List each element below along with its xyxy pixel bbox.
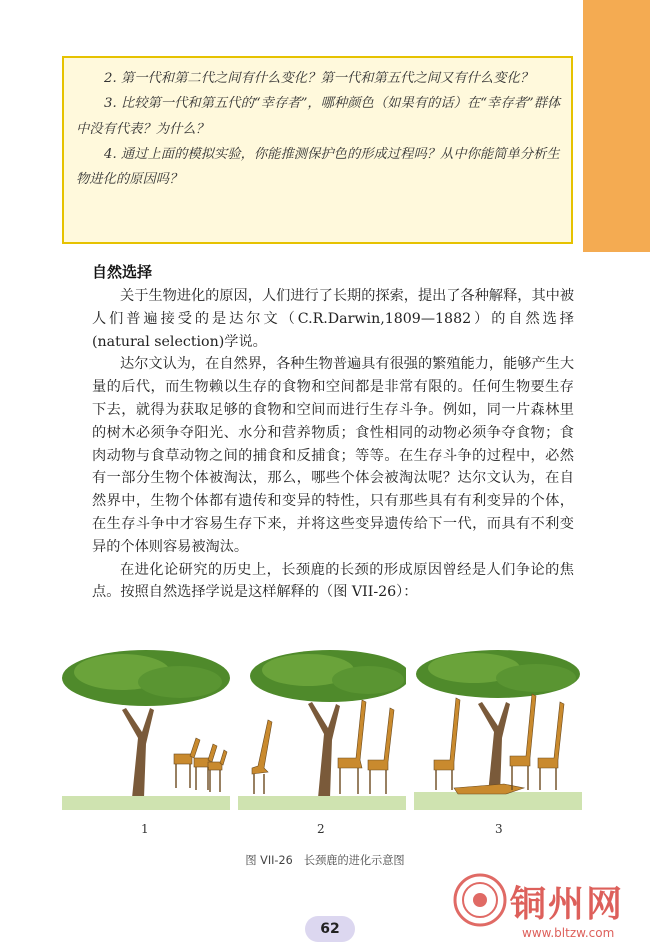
figure-panel-2 (238, 648, 406, 810)
panel-2-illustration (238, 648, 406, 810)
watermark-url: www.bltzw.com (522, 926, 615, 940)
panel-number-2: 2 (317, 822, 325, 836)
page-number: 62 (305, 916, 355, 942)
section-body (92, 285, 574, 604)
paragraph-3: 在进化论研究的历史上，长颈鹿的长颈的形成原因曾经是人们争论的焦点。按照自然选择学说是这样解释的（图 VII-26）： (92, 561, 574, 601)
section-title: 自然选择 (92, 263, 153, 281)
question-4: 4. 通过上面的模拟实验，你能推测保护色的形成过程吗？从中你能简单分析生物进化的原因吗？ (76, 146, 560, 188)
watermark-name: 铜州网 (510, 884, 625, 925)
giraffe-evolution-figure (62, 648, 582, 810)
figure-caption: 图 VII-26 长颈鹿的进化示意图 (245, 854, 405, 867)
side-accent-bar (583, 0, 650, 252)
panel-3-illustration (414, 648, 582, 810)
figure-panel-1 (62, 648, 230, 810)
question-box (62, 56, 573, 244)
watermark-seal-icon (452, 872, 508, 928)
figure-panel-3 (414, 648, 582, 810)
question-2: 2. 第一代和第二代之间有什么变化？第一代和第五代之间又有什么变化？ (104, 71, 534, 86)
panel-1-illustration (62, 648, 230, 810)
paragraph-2: 达尔文认为，在自然界，各种生物普遍具有很强的繁殖能力，能够产生大量的后代，而生物赖以生存的食物和空间都是非常有限的。任何生物要生存下去，就得为获取足够的食物和空间而进行生存斗争。例如，同一片森林里的树木必须争夺阳光、水分和营养物质；食性相同的动物必须争夺食物；食肉动物与食草动物之间的捕食和反捕食；等等。在生存斗争的过程中，必然有一部分生物个体被淘汰，那么，哪些个体会被淘汰呢？达尔文认为，在自然界中，生物个体都有遗传和变异的特性，只有那些具有有利变异的个体，在生存斗争中才容易生存下来，并将这些变异遗传给下一代，而具有不利变异的个体则容易被淘汰。 (92, 356, 575, 555)
paragraph-1: 关于生物进化的原因，人们进行了长期的探索，提出了各种解释，其中被人们普遍接受的是达尔文（C.R.Darwin,1809—1882）的自然选择(natural selection)学说。 (92, 288, 575, 350)
panel-number-1: 1 (141, 822, 149, 836)
panel-number-3: 3 (495, 822, 503, 836)
question-3: 3. 比较第一代和第五代的“幸存者”，哪种颜色（如果有的话）在“幸存者”群体中没有代表？为什么？ (76, 96, 561, 137)
